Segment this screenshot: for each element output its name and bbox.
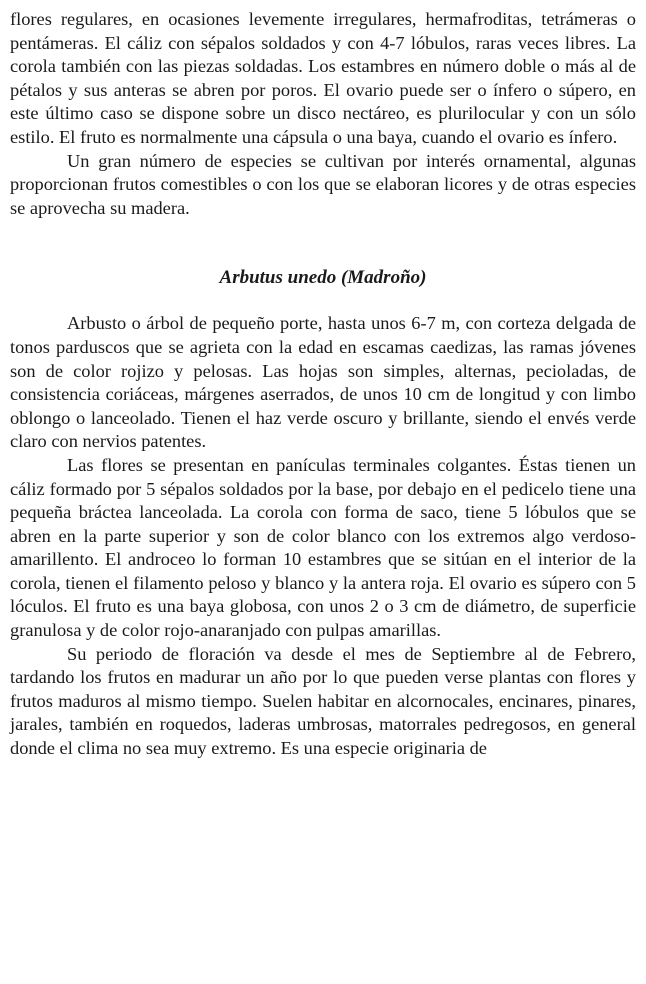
section-title: Arbutus unedo (Madroño): [219, 267, 427, 289]
section-paragraph-3: Su periodo de floración va desde el mes de Septiembre al de Febrero, tardando los frutos en madurar un año por lo que pueden verse plantas con flores y frutos maduros al mismo tiempo. Suelen habitar en alcornocales, encinares, pinares, jarales, también en roquedos, laderas umbrosas, matorrales pedregosos, en general donde el clima no sea muy extremo. Es una especie originaria de: [10, 643, 636, 759]
section-paragraph-2: Las flores se presentan en panículas terminales colgantes. Éstas tienen un cáliz formado por 5 sépalos soldados por la base, por debajo en el pedicelo tiene una pequeña bráctea lanceolada. La corola con forma de saco, tiene 5 lóbulos que se abren en la parte superior y son de color blanco con los extremos algo verdoso-amarillento. El androceo lo forman 10 estambres que se sitúan en el interior de la corola, tienen el filamento peloso y blanco y la antera roja. El ovario es súpero con 5 lóculos. El fruto es una baya globosa, con unos 2 o 3 cm de diámetro, de superficie granulosa y de color rojo-anaranjado con pulpas amarillas.: [10, 454, 636, 641]
intro-paragraph-1: flores regulares, en ocasiones levemente irregulares, hermafroditas, tetrámeras o pentámeras. El cáliz con sépalos soldados y con 4-7 lóbulos, raras veces libres. La corola también con las piezas soldadas. Los estambres en número doble o más al de pétalos y sus anteras se abren por poros. El ovario puede ser o ínfero o súpero, en este último caso se dispone sobre un disco nectáreo, es plurilocular y con un sólo estilo. El fruto es normalmente una cápsula o una baya, cuando el ovario es ínfero.: [10, 9, 636, 147]
section-paragraph-1: Arbusto o árbol de pequeño porte, hasta unos 6-7 m, con corteza delgada de tonos parduscos que se agrieta con la edad en escamas caedizas, las ramas jóvenes son de color rojizo y pelosas. Las hojas son simples, alternas, pecioladas, de consistencia coriáceas, márgenes aserrados, de unos 10 cm de longitud y con limbo oblongo o lanceolado. Tienen el haz verde oscuro y brillante, siendo el envés verde claro con nervios patentes.: [10, 313, 636, 452]
document-page: [10, 8, 636, 761]
intro-paragraph-2: Un gran número de especies se cultivan por interés ornamental, algunas proporcionan frutos comestibles o con los que se elaboran licores y de otras especies se aprovecha su madera.: [10, 150, 636, 218]
